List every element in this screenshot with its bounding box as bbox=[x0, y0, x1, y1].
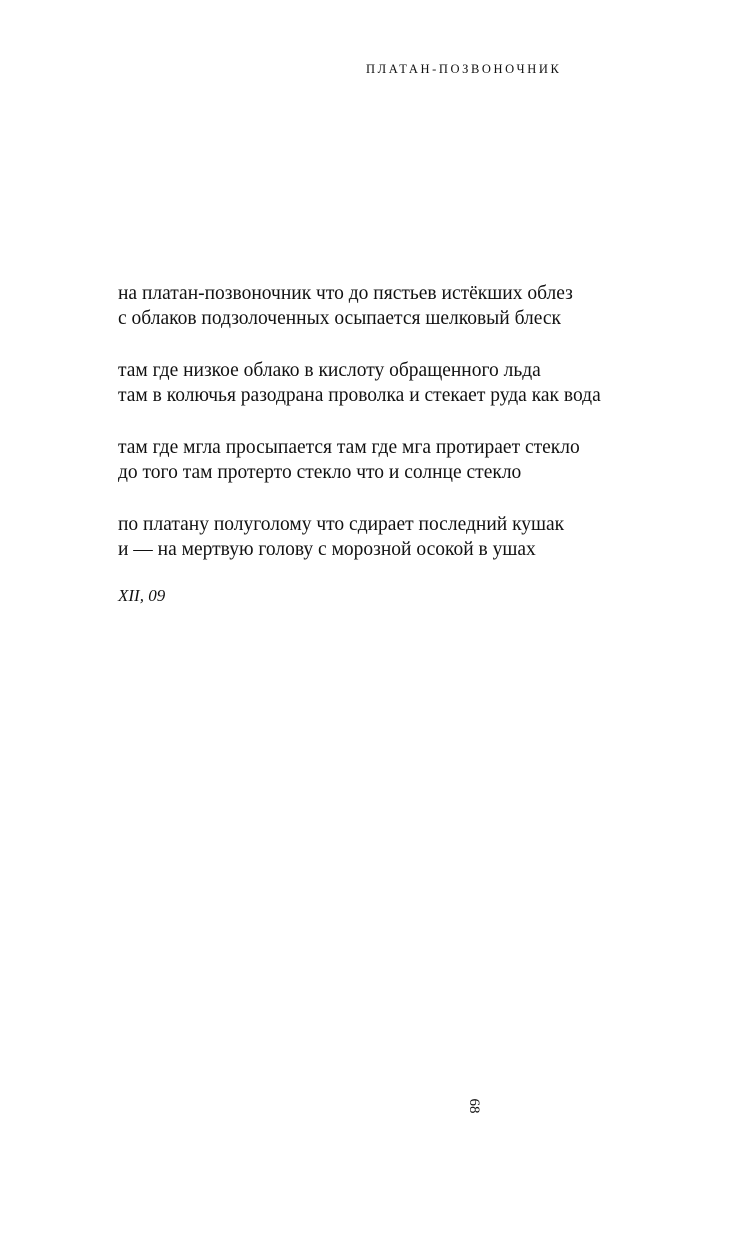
page-number: 68 bbox=[466, 1098, 483, 1114]
poem-line: с облаков подзолоченных осыпается шелковый блеск bbox=[118, 308, 562, 329]
stanza-1 bbox=[118, 281, 678, 331]
poem-line: там где низкое облако в кислоту обращенного льда bbox=[118, 360, 541, 381]
poem-line: по платану полуголому что сдирает последний кушак bbox=[118, 514, 565, 535]
stanza-3 bbox=[118, 435, 678, 485]
poem-line: до того там протерто стекло что и солнце стекло bbox=[118, 462, 522, 483]
poem-line: на платан-позвоночник что до пястьев истёкших облез bbox=[118, 283, 573, 304]
running-head: ПЛАТАН-ПОЗВОНОЧНИК bbox=[366, 62, 562, 76]
poem bbox=[118, 281, 678, 589]
poem-line: там где мгла просыпается там где мга протирает стекло bbox=[118, 437, 580, 458]
poem-line: там в колючья разодрана проволка и стекает руда как вода bbox=[118, 385, 601, 406]
stanza-4 bbox=[118, 512, 678, 562]
poem-line: и — на мертвую голову с морозной осокой в ушах bbox=[118, 539, 536, 560]
poem-date: XII, 09 bbox=[118, 586, 166, 605]
stanza-2 bbox=[118, 358, 678, 408]
